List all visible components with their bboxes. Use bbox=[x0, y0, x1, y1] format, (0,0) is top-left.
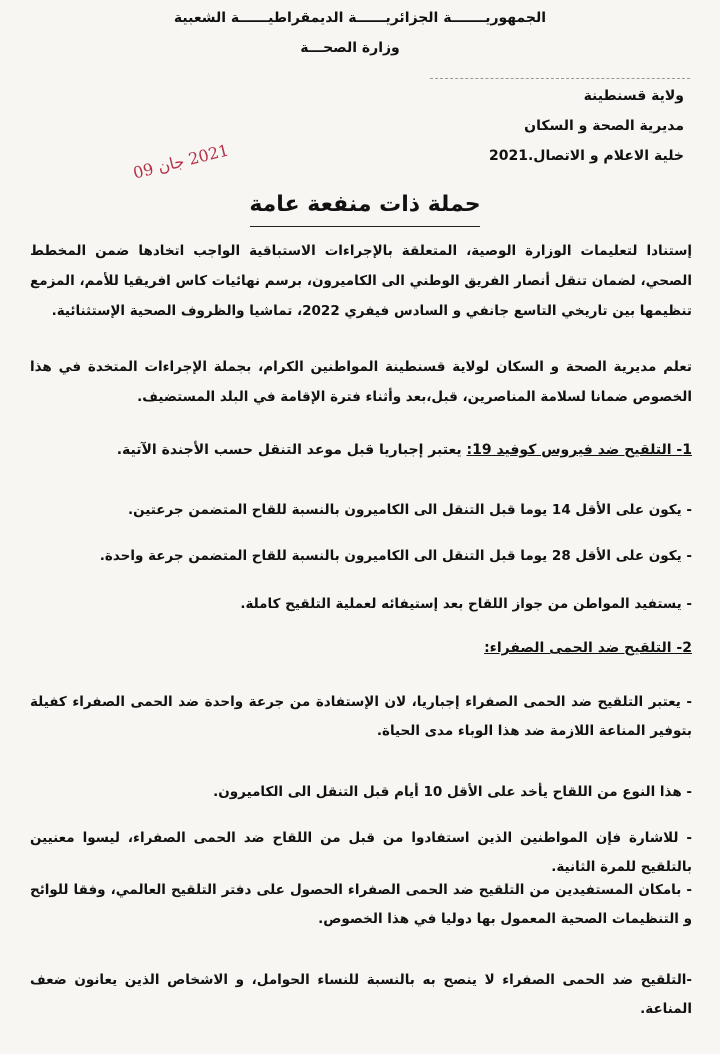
header-separator bbox=[430, 78, 690, 79]
list-item: - بامكان المستفيدين من التلقيح ضد الحمى الصفراء الحصول على دفتر التلقيح العالمي، وفقا للوائح و التنظيمات الصحية المعمول بها دوليا في هذا الخصوص. bbox=[30, 882, 692, 927]
announcement-paragraph: تعلم مديرية الصحة و السكان لولاية قسنطينة المواطنين الكرام، بجملة الإجراءات المتخدة في هذا الخصوص ضمانا لسلامة المناصرين، قبل،بعد وأثناء فترة الإقامة في البلد المستضيف. bbox=[30, 359, 692, 405]
list-item: - يكون على الأقل 14 يوما قبل التنقل الى الكاميرون بالنسبة للقاح المتضمن جرعتين. bbox=[127, 502, 692, 518]
list-item: - هذا النوع من اللقاح يأخد على الأقل 10 أيام قبل التنقل الى الكاميرون. bbox=[213, 784, 692, 800]
section-yellow-fever-heading bbox=[30, 640, 692, 656]
section-covid-rest: يعتبر إجباريا قبل موعد التنقل حسب الأجندة الآتية. bbox=[116, 442, 467, 458]
republic-header: الجمهوريـــــــة الجزائريــــــة الديمقراطيــــــة الشعبية bbox=[173, 10, 547, 26]
list-item: - للاشارة فإن المواطنين الذين استفادوا من قبل من اللقاح ضد الحمى الصفراء، ليسوا معنيين بالتلقيح للمرة الثانية. bbox=[30, 830, 692, 875]
communication-cell-label: خلية الاعلام و الاتصال.2021 bbox=[489, 148, 684, 164]
list-item: - يعتبر التلقيح ضد الحمى الصفراء إجباريا، لان الإستفادة من جرعة واحدة ضد الحمى الصفراء كفيلة بتوفير المناعة اللازمة ضد هذا الوباء مدى الحياة. bbox=[30, 694, 692, 739]
wilaya-label: ولاية قسنطينة bbox=[583, 88, 684, 104]
list-item: - يكون على الأقل 28 يوما قبل التنقل الى الكاميرون بالنسبة للقاح المتضمن جرعة واحدة. bbox=[99, 548, 692, 564]
section-yellow-fever-title: 2- التلقيح ضد الحمى الصفراء: bbox=[484, 640, 692, 656]
section-covid-heading bbox=[30, 442, 692, 458]
handwritten-date-stamp: 2021 جان 09 bbox=[131, 140, 231, 183]
list-item: -التلقيح ضد الحمى الصفراء لا ينصح به بالنسبة للنساء الحوامل، و الاشخاص الذين يعانون ضعف المناعة. bbox=[30, 972, 692, 1017]
directorate-label: مديرية الصحة و السكان bbox=[524, 118, 684, 134]
document-title: حملة ذات منفعة عامة bbox=[249, 192, 481, 217]
intro-paragraph: إستنادا لتعليمات الوزارة الوصية، المتعلقة بالإجراءات الاستباقية الواجب اتخادها ضمن المخطط الصحي، لضمان تنقل أنصار الفريق الوطني الى الكاميرون، برسم نهائيات كاس افريقيا للأمم، المزمع تنظيمها بين تاريخي التاسع جانفي و السادس فيفري 2022، تماشيا والظروف الصحية الإستثنائية. bbox=[30, 243, 692, 319]
section-covid-title: 1- التلقيح ضد فيروس كوفيد 19: bbox=[466, 442, 692, 458]
list-item: - يستفيد المواطن من جواز اللقاح بعد إستيفائه لعملية التلقيح كاملة. bbox=[240, 596, 692, 612]
ministry-header: وزارة الصحـــة bbox=[300, 40, 400, 56]
title-underline bbox=[250, 226, 480, 227]
